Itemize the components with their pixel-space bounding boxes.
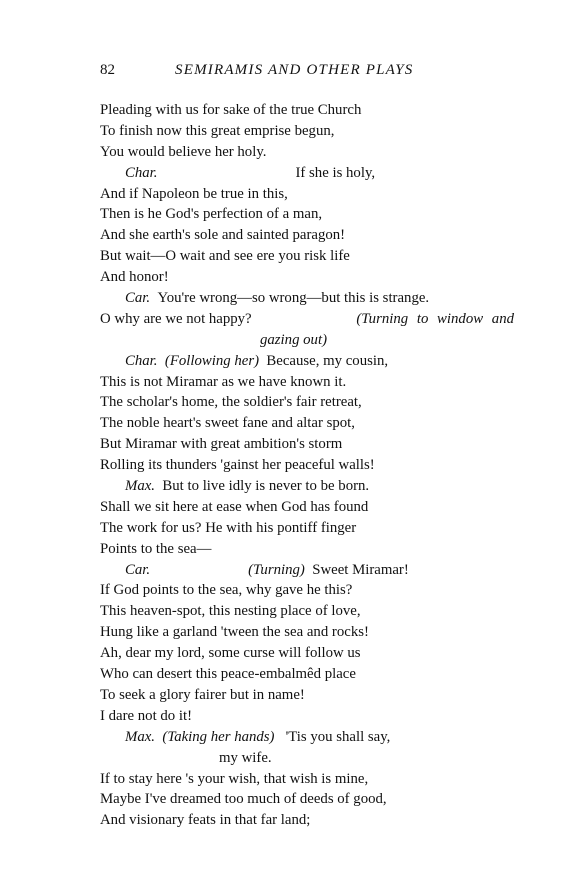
speech-line: [100, 476, 514, 497]
verse-line: The noble heart's sweet fane and altar spot,: [100, 415, 355, 432]
speech-line: [100, 727, 514, 748]
speaker-name: Max.: [125, 478, 155, 495]
verse-line: Hung like a garland 'tween the sea and rocks!: [100, 624, 369, 641]
running-title: SEMIRAMIS AND OTHER PLAYS: [175, 62, 414, 78]
speech-text: O why are we not happy?: [100, 310, 252, 327]
verse-line: And if Napoleon be true in this,: [100, 185, 288, 202]
speech-line: [100, 351, 514, 372]
verse-line: Maybe I've dreamed too much of deeds of good,: [100, 791, 387, 808]
speech-text: You're wrong—so wrong—but this is strange.: [157, 290, 430, 307]
verse-line: If God points to the sea, why gave he this?: [100, 582, 353, 599]
page-number: 82: [100, 62, 115, 78]
speech-line: [100, 309, 514, 330]
verse-line: Shall we sit here at ease when God has found: [100, 498, 369, 515]
speech-text: Sweet Miramar!: [312, 561, 409, 578]
verse-line: If to stay here 's your wish, that wish is mine,: [100, 770, 369, 787]
verse-line: And visionary feats in that far land;: [100, 812, 311, 829]
stage-direction: (Turning): [248, 561, 305, 578]
speech-line: [100, 288, 514, 309]
speech-text: 'Tis you shall say,: [285, 728, 391, 745]
speech-text: If she is holy,: [295, 164, 376, 181]
speech-text: But to live idly is never to be born.: [162, 478, 370, 495]
verse-text: [100, 100, 514, 831]
verse-line: You would believe her holy.: [100, 143, 267, 160]
speech-line: [100, 163, 514, 184]
stage-direction: (Following her): [164, 352, 260, 369]
stage-direction: (Turning to window and: [356, 310, 514, 327]
speaker-name: Char.: [125, 164, 158, 181]
verse-line: my wife.: [219, 749, 272, 766]
verse-line: But wait—O wait and see ere you risk life: [100, 248, 350, 265]
verse-line: Ah, dear my lord, some curse will follow us: [100, 645, 361, 662]
verse-line: This is not Miramar as we have known it.: [100, 373, 347, 390]
speaker-name: Max.: [125, 728, 155, 745]
speaker-name: Char.: [125, 352, 158, 369]
verse-line: But Miramar with great ambition's storm: [100, 436, 343, 453]
stage-direction: gazing out): [260, 331, 327, 348]
speaker-name: Car.: [125, 561, 151, 578]
stage-direction: (Taking her hands): [162, 728, 275, 745]
verse-line: To finish now this great emprise begun,: [100, 122, 335, 139]
verse-line: Who can desert this peace-embalmêd place: [100, 666, 356, 683]
speech-line: [100, 560, 514, 581]
verse-line: And honor!: [100, 269, 169, 286]
verse-line: Then is he God's perfection of a man,: [100, 206, 323, 223]
verse-line: Rolling its thunders 'gainst her peaceful walls!: [100, 457, 375, 474]
verse-line: This heaven-spot, this nesting place of love,: [100, 603, 361, 620]
verse-line: Pleading with us for sake of the true Church: [100, 102, 362, 118]
verse-line: To seek a glory fairer but in name!: [100, 686, 305, 703]
verse-line: The scholar's home, the soldier's fair retreat,: [100, 394, 362, 411]
speech-text: Because, my cousin,: [266, 352, 389, 369]
verse-line: The work for us? He with his pontiff finger: [100, 519, 357, 536]
verse-line: And she earth's sole and sainted paragon!: [100, 227, 346, 244]
verse-line: I dare not do it!: [100, 707, 193, 724]
verse-line: Points to the sea—: [100, 540, 212, 557]
speaker-name: Car.: [125, 290, 151, 307]
